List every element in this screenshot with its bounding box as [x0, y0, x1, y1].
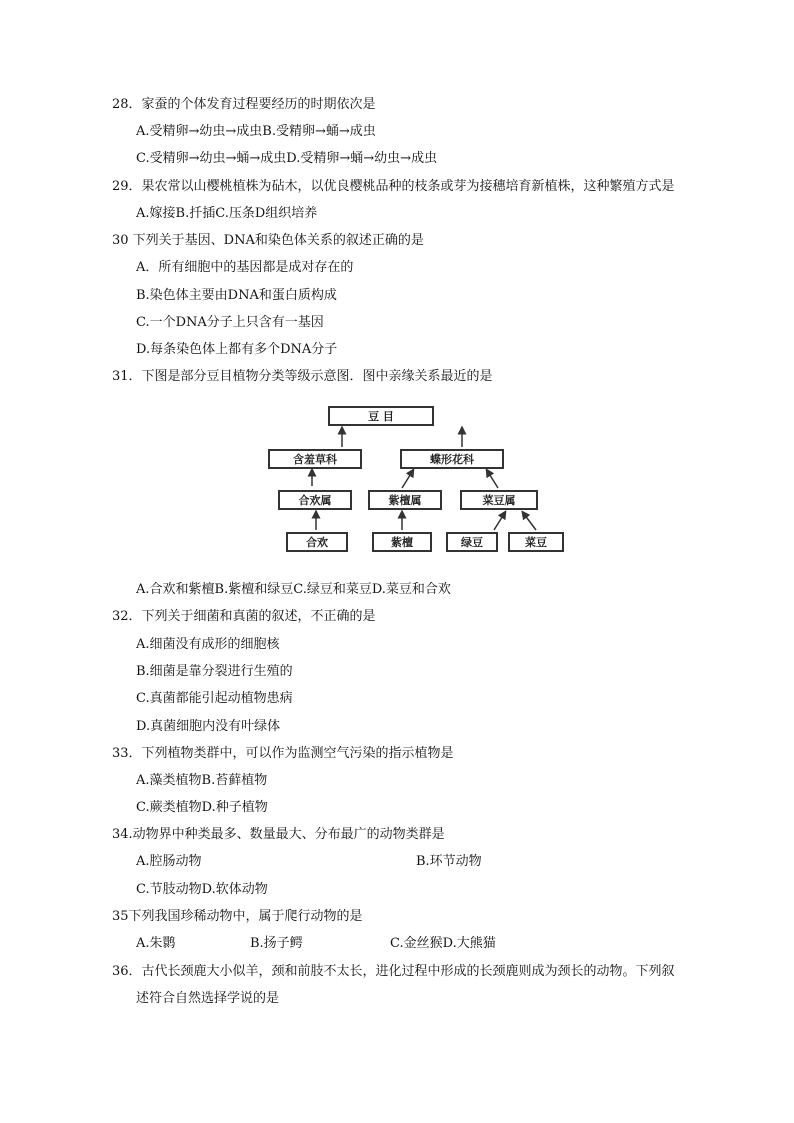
- diagram-family-right-box: 蝶形花科: [400, 449, 504, 469]
- question-34-option-b: B.环节动物: [416, 854, 482, 869]
- diagram-genus-3-box: 菜豆属: [460, 490, 538, 510]
- diagram-genus-2-box: 紫檀属: [368, 490, 442, 510]
- question-35-stem: 35下列我国珍稀动物中，属于爬行动物的是: [112, 909, 363, 924]
- question-30-stem: 30 下列关于基因、DNA和染色体关系的叙述正确的是: [112, 233, 424, 248]
- question-32-option-c: C.真菌都能引起动植物患病: [136, 691, 293, 706]
- question-30-option-b: B.染色体主要由DNA和蛋白质构成: [136, 288, 337, 303]
- diagram-species-2-box: 紫檀: [372, 532, 432, 552]
- question-28-options-cd: C.受精卵→幼虫→蛹→成虫D.受精卵→蛹→幼虫→成虫: [136, 151, 438, 166]
- question-32-option-b: B.细菌是靠分裂进行生殖的: [136, 664, 293, 679]
- question-30-option-c: C.一个DNA分子上只含有一基因: [136, 315, 324, 330]
- question-29-options: A.嫁接B.扦插C.压条D组织培养: [136, 206, 318, 221]
- question-31-options: A.合欢和紫檀B.紫檀和绿豆C.绿豆和菜豆D.菜豆和合欢: [136, 582, 451, 597]
- question-35-option-b: B.扬子鳄: [250, 936, 303, 951]
- question-35-option-a: A.朱鹮: [136, 936, 176, 951]
- question-33-stem: 33．下列植物类群中，可以作为监测空气污染的指示植物是: [112, 746, 454, 761]
- diagram-species-4-box: 菜豆: [508, 532, 564, 552]
- diagram-species-3-box: 绿豆: [446, 532, 498, 552]
- question-32-stem: 32．下列关于细菌和真菌的叙述，不正确的是: [112, 609, 376, 624]
- question-34-option-a: A.腔肠动物: [136, 854, 202, 869]
- question-35-options-cd: C.金丝猴D.大熊猫: [390, 936, 496, 951]
- question-36-stem-line-2: 述符合自然选择学说的是: [136, 991, 280, 1006]
- diagram-family-left-box: 含羞草科: [268, 449, 362, 469]
- question-32-option-d: D.真菌细胞内没有叶绿体: [136, 719, 281, 734]
- question-34-stem: 34.动物界中种类最多、数量最大、分布最广的动物类群是: [112, 827, 445, 842]
- question-28-options-ab: A.受精卵→幼虫→成虫B.受精卵→蛹→成虫: [136, 124, 376, 139]
- diagram-species-1-box: 合欢: [286, 532, 348, 552]
- question-28-stem: 28．家蚕的个体发育过程要经历的时期依次是: [112, 97, 376, 112]
- question-33-options-cd: C.蕨类植物D.种子植物: [136, 800, 268, 815]
- question-34-options-cd: C.节肢动物D.软体动物: [136, 882, 268, 897]
- question-29-stem: 29．果农常以山樱桃植株为砧木，以优良樱桃品种的枝条或芽为接穗培育新植株，这种繁殖方式是: [112, 179, 675, 194]
- diagram-order-box: 豆 目: [328, 406, 434, 426]
- question-32-option-a: A.细菌没有成形的细胞核: [136, 637, 280, 652]
- classification-diagram: [262, 400, 568, 566]
- question-30-option-a: A．所有细胞中的基因都是成对存在的: [136, 260, 354, 275]
- question-36-stem-line-1: 36．古代长颈鹿大小似羊，颈和前肢不太长，进化过程中形成的长颈鹿则成为颈长的动物。下列叙: [112, 964, 675, 979]
- question-31-stem: 31．下图是部分豆目植物分类等级示意图．图中亲缘关系最近的是: [112, 369, 493, 384]
- question-33-options-ab: A.藻类植物B.苔藓植物: [136, 773, 268, 788]
- question-30-option-d: D.每条染色体上都有多个DNA分子: [136, 342, 338, 357]
- diagram-genus-1-box: 合欢属: [278, 490, 352, 510]
